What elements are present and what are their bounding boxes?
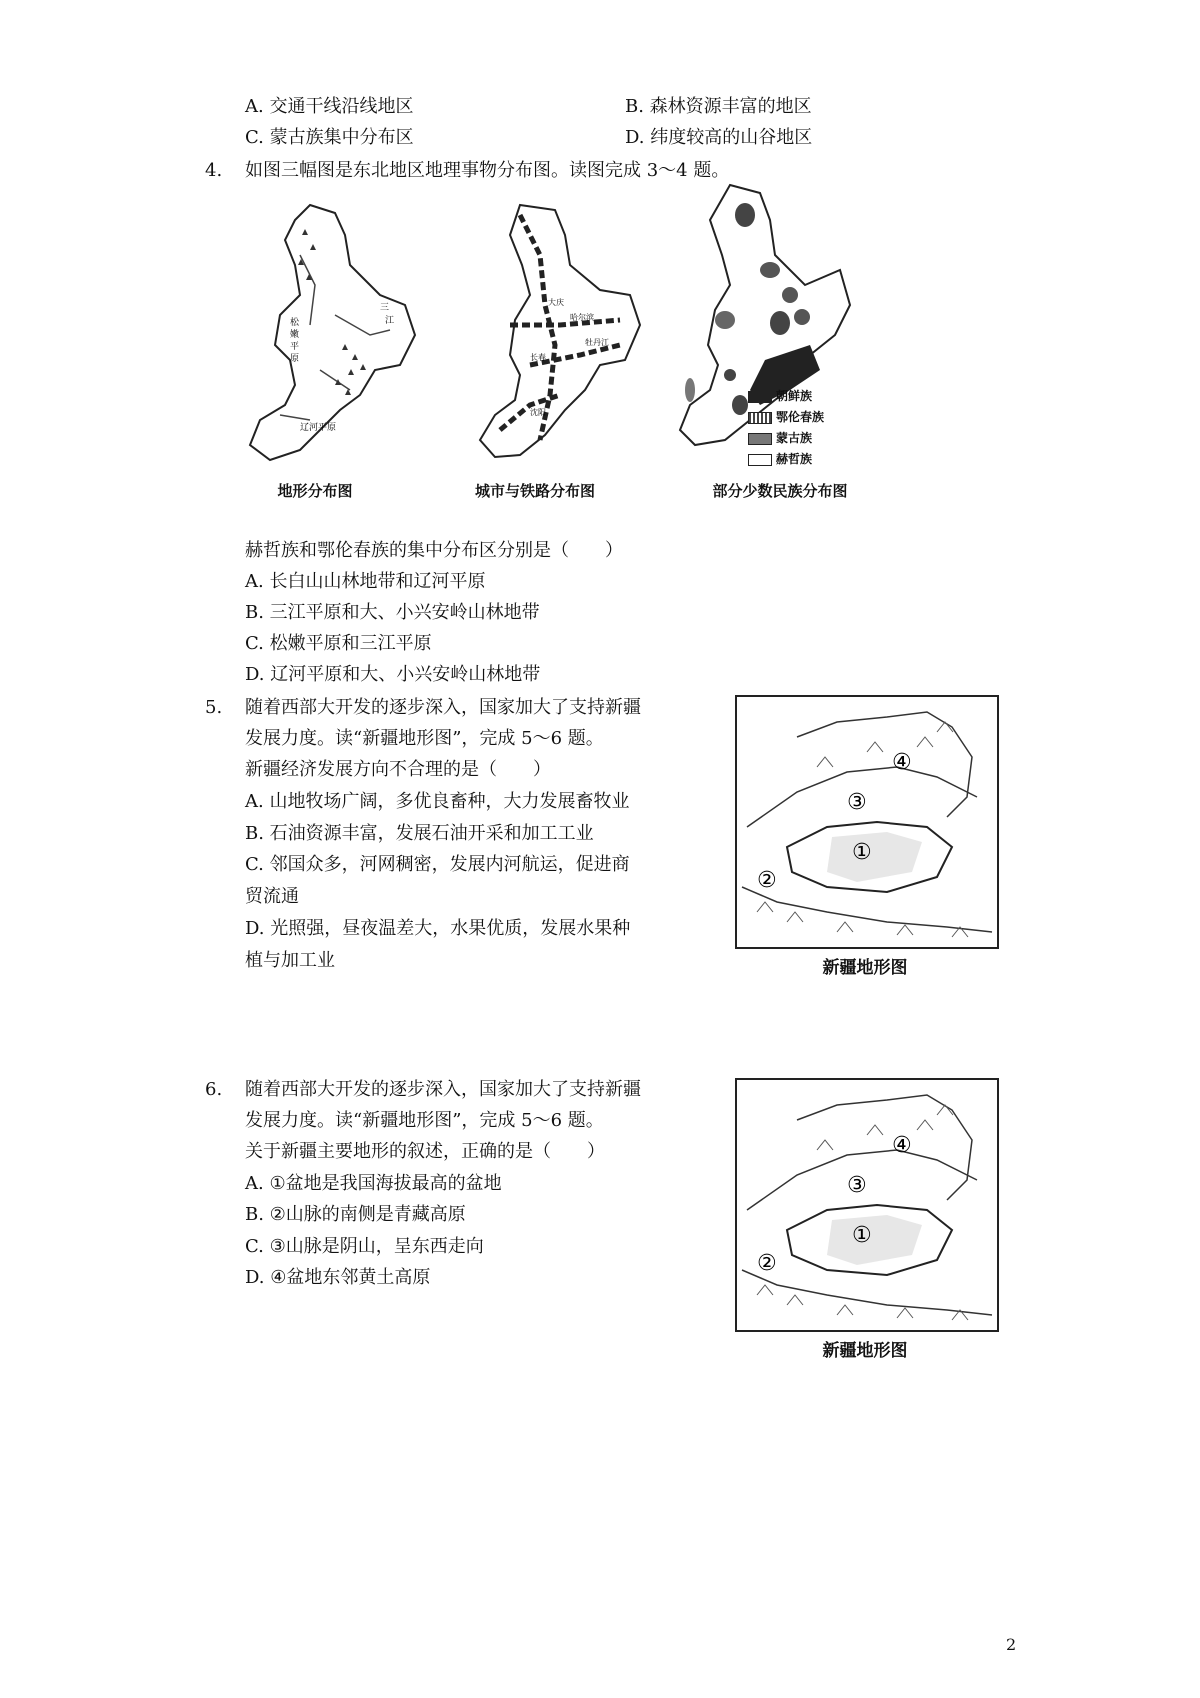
- legend-menggu: [748, 429, 812, 446]
- q6-option-c: C. ③山脉是阴山，呈东西走向: [245, 1236, 484, 1257]
- q5-option-d-cont: 植与加工业: [245, 950, 335, 971]
- terrain-map-caption: 地形分布图: [277, 482, 353, 500]
- q6-option-a: A. ①盆地是我国海拔最高的盆地: [245, 1173, 502, 1194]
- q5-option-d: D. 光照强，昼夜温差大，水果优质，发展水果种: [245, 918, 631, 939]
- xinjiang-map-q6: [735, 1078, 999, 1332]
- xinjiang-map-drawing: [737, 697, 997, 947]
- page-number: 2: [1006, 1635, 1017, 1654]
- terrain-map: [240, 195, 450, 475]
- q4-option-d: D. 辽河平原和大、小兴安岭山林地带: [245, 664, 541, 685]
- northeast-maps-figure: [240, 195, 920, 515]
- marker-4: ④: [892, 1133, 912, 1158]
- legend-swatch: [748, 412, 772, 424]
- svg-text:牡丹江: 牡丹江: [585, 338, 609, 347]
- q3-option-d: D. 纬度较高的山谷地区: [625, 127, 813, 148]
- marker-1: ①: [852, 1223, 872, 1248]
- marker-2: ②: [757, 1251, 777, 1276]
- marker-2: ②: [757, 868, 777, 893]
- q5-option-a: A. 山地牧场广阔，多优良畜种，大力发展畜牧业: [245, 791, 630, 812]
- q5-option-c-cont: 贸流通: [245, 886, 299, 907]
- q6-line: 发展力度。读“新疆地形图”，完成 5～6 题。: [245, 1110, 604, 1131]
- q5-option-b: B. 石油资源丰富，发展石油开采和加工工业: [245, 823, 594, 844]
- ethnic-map-caption: 部分少数民族分布图: [712, 482, 848, 500]
- q6-line: 随着西部大开发的逐步深入，国家加大了支持新疆: [245, 1079, 641, 1100]
- svg-text:辽河平原: 辽河平原: [300, 423, 337, 433]
- xinjiang-map-q6-caption: 新疆地形图: [822, 1341, 908, 1361]
- legend-chaoxian: [748, 387, 812, 404]
- legend-label: 蒙古族: [776, 431, 813, 445]
- q3-option-c: C. 蒙古族集中分布区: [245, 127, 414, 148]
- svg-text:平: 平: [290, 342, 300, 352]
- city-railway-map-caption: 城市与铁路分布图: [474, 482, 595, 500]
- legend-swatch: [748, 433, 772, 445]
- legend-swatch: [748, 454, 772, 466]
- legend-elunchun: [748, 408, 824, 425]
- xinjiang-map-q5-caption: 新疆地形图: [822, 958, 908, 978]
- q5-line: 新疆经济发展方向不合理的是（ ）: [245, 759, 551, 780]
- marker-1: ①: [852, 840, 872, 865]
- legend-label: 朝鲜族: [776, 389, 813, 403]
- city-railway-map: [470, 195, 680, 475]
- question-5-number: 5.: [205, 697, 223, 718]
- q5-option-c: C. 邻国众多，河网稠密，发展内河航运，促进商: [245, 854, 630, 875]
- question-4-intro: 如图三幅图是东北地区地理事物分布图。读图完成 3～4 题。: [245, 160, 730, 181]
- q6-option-b: B. ②山脉的南侧是青藏高原: [245, 1204, 466, 1225]
- q3-option-a: A. 交通干线沿线地区: [245, 96, 414, 117]
- legend-label: 鄂伦春族: [776, 410, 825, 424]
- legend-hezhe: [748, 450, 812, 467]
- marker-3: ③: [847, 1173, 867, 1198]
- svg-text:三: 三: [380, 303, 390, 313]
- xinjiang-map-drawing: [737, 1080, 997, 1330]
- q4-option-b: B. 三江平原和大、小兴安岭山林地带: [245, 602, 540, 623]
- question-4-stem: 赫哲族和鄂伦春族的集中分布区分别是（ ）: [245, 540, 623, 561]
- question-4-number: 4.: [205, 160, 223, 181]
- marker-4: ④: [892, 750, 912, 775]
- svg-text:松: 松: [290, 318, 300, 328]
- legend-swatch: [748, 391, 772, 403]
- q5-line: 随着西部大开发的逐步深入，国家加大了支持新疆: [245, 697, 641, 718]
- svg-text:长春: 长春: [530, 353, 546, 362]
- xinjiang-map-q5: [735, 695, 999, 949]
- q6-line: 关于新疆主要地形的叙述，正确的是（ ）: [245, 1141, 605, 1162]
- q4-option-a: A. 长白山山林地带和辽河平原: [245, 571, 486, 592]
- svg-text:江: 江: [385, 316, 395, 326]
- svg-text:哈尔滨: 哈尔滨: [570, 313, 594, 322]
- marker-3: ③: [847, 790, 867, 815]
- q5-line: 发展力度。读“新疆地形图”，完成 5～6 题。: [245, 728, 604, 749]
- svg-text:大庆: 大庆: [548, 298, 564, 307]
- q4-option-c: C. 松嫩平原和三江平原: [245, 633, 432, 654]
- svg-text:原: 原: [290, 354, 300, 364]
- question-6-number: 6.: [205, 1079, 223, 1100]
- svg-text:沈阳: 沈阳: [530, 408, 546, 417]
- q6-option-d: D. ④盆地东邻黄土高原: [245, 1267, 431, 1288]
- svg-text:嫩: 嫩: [290, 330, 300, 340]
- legend-label: 赫哲族: [776, 452, 813, 466]
- q3-option-b: B. 森林资源丰富的地区: [625, 96, 812, 117]
